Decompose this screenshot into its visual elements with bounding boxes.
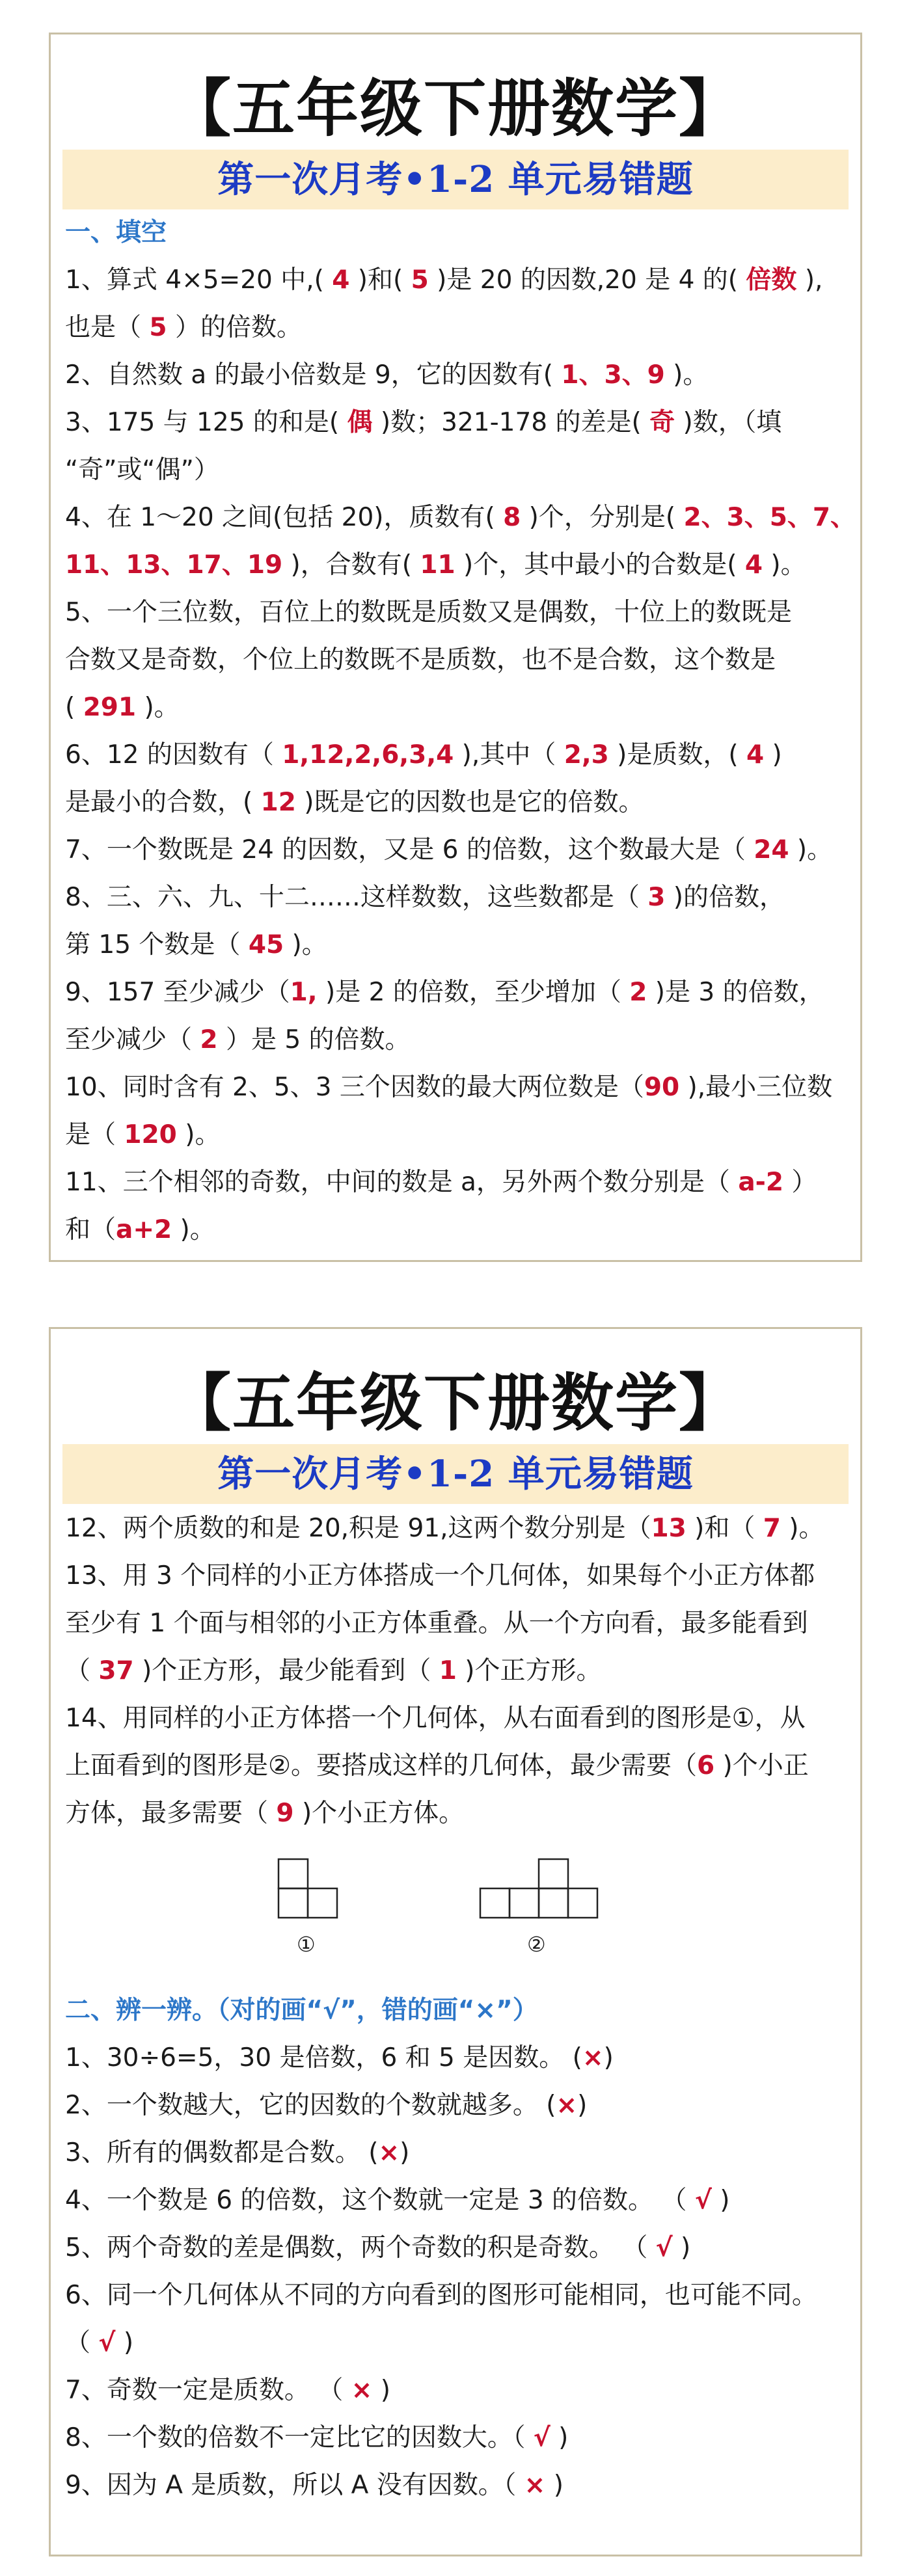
question-text: 12、两个质数的和是 20,积是 91,这两个数分别是（ xyxy=(65,1514,651,1543)
answer-text: √ xyxy=(533,2423,551,2452)
question-text: 7、奇数一定是质数。 （ xyxy=(65,2376,351,2405)
answer-text: 1 xyxy=(439,1656,457,1685)
answer-text: 4 xyxy=(746,740,765,770)
question-text: 14、用同样的小正方体搭一个几何体，从右面看到的图形是①，从 xyxy=(65,1704,806,1733)
answer-text: 12 xyxy=(260,788,296,817)
question-text: )是质数，( xyxy=(608,740,747,770)
text-line xyxy=(65,1016,846,1064)
figure1-square xyxy=(279,1888,308,1918)
question-text: )和（ xyxy=(686,1514,763,1543)
answer-text: 6 xyxy=(696,1751,715,1780)
question-text: )个，分别是( xyxy=(521,503,684,532)
question-text: )。 xyxy=(136,693,180,722)
answer-text: 8 xyxy=(503,503,521,532)
text-line xyxy=(65,1790,846,1837)
question-text: ） xyxy=(783,1168,817,1197)
question-lines xyxy=(65,256,856,1254)
text-line xyxy=(65,1647,846,1695)
question-text: 是（ xyxy=(65,1120,124,1149)
answer-text: 90 xyxy=(644,1073,680,1102)
answer-text: √ xyxy=(694,2186,712,2215)
text-line xyxy=(65,304,846,351)
answer-text: 偶 xyxy=(347,408,373,437)
question-text: 上面看到的图形是②。要搭成这样的几何体，最少需要（ xyxy=(65,1751,697,1780)
judge-lines xyxy=(65,2034,846,2509)
answer-text: 9 xyxy=(276,1799,294,1828)
question-text: 3、175 与 125 的和是( xyxy=(65,408,347,437)
question-text: 10、同时含有 2、5、3 三个因数的最大两位数是（ xyxy=(65,1073,644,1102)
answer-text: × xyxy=(351,2376,373,2405)
text-line xyxy=(65,2034,846,2082)
text-line xyxy=(65,826,846,874)
answer-text: 120 xyxy=(124,1120,177,1149)
question-text: 6、12 的因数有（ xyxy=(65,740,282,770)
text-line xyxy=(65,1695,846,1742)
question-text: 至少有 1 个面与相邻的小正方体重叠。从一个方向看，最多能看到 xyxy=(65,1609,808,1638)
text-line xyxy=(65,1600,846,1647)
section-fill-blanks-continued xyxy=(65,1505,846,2509)
question-text: )个，其中最小的合数是( xyxy=(455,550,745,580)
text-line xyxy=(65,446,846,494)
question-text: ) xyxy=(672,2233,691,2262)
question-text: )个小正方体。 xyxy=(293,1799,465,1828)
answer-text: 7 xyxy=(763,1514,781,1543)
worksheet-page-2 xyxy=(49,1327,862,2556)
question-text: 9、157 至少减少（ xyxy=(65,978,290,1007)
worksheet-subtitle: 第一次月考•1-2 单元易错题 xyxy=(62,150,849,209)
answer-text: 37 xyxy=(98,1656,134,1685)
answer-text: 1,12,2,6,3,4 xyxy=(282,740,454,770)
question-text: 6、同一个几何体从不同的方向看到的图形可能相同，也可能不同。 xyxy=(65,2281,817,2310)
text-line xyxy=(65,1111,846,1159)
question-text: )是 2 的倍数，至少增加（ xyxy=(317,978,630,1007)
section-heading-judge: 二、辨一辨。（对的画“√”，错的画“×”） xyxy=(65,1996,538,2025)
section-fill-blanks xyxy=(65,209,856,1254)
text-line xyxy=(65,779,846,826)
view-figures xyxy=(65,1837,846,1987)
answer-text: 4 xyxy=(332,265,350,295)
question-text: 8、三、六、九、十二……这样数数，这些数都是（ xyxy=(65,883,648,912)
text-line xyxy=(65,399,846,446)
question-text: 和（ xyxy=(65,1215,116,1244)
answer-text: 1、3、9 xyxy=(561,360,665,390)
question-text: ) xyxy=(550,2423,569,2452)
text-line xyxy=(65,1064,846,1111)
question-text: “奇”或“偶”） xyxy=(65,455,219,485)
text-line xyxy=(65,2367,846,2414)
question-text: 合数又是奇数，个位上的数既不是质数，也不是合数，这个数是 xyxy=(65,645,776,675)
question-text: ）的倍数。 xyxy=(167,313,302,342)
question-text: 9、因为 A 是质数，所以 A 没有因数。（ xyxy=(65,2471,524,2500)
text-line xyxy=(65,2319,846,2367)
figure1-square xyxy=(279,1859,308,1888)
question-text: )个正方形，最少能看到（ xyxy=(133,1656,439,1685)
question-text: )。 xyxy=(172,1215,215,1244)
question-text: )。 xyxy=(762,550,806,580)
question-text: ) xyxy=(545,2471,564,2500)
text-line xyxy=(65,1505,846,1552)
question-text: 第 15 个数是（ xyxy=(65,930,249,959)
answer-text: 45 xyxy=(248,930,284,959)
text-line xyxy=(65,874,846,921)
question-text: ),其中（ xyxy=(454,740,564,770)
worksheet-title: 【五年级下册数学】 xyxy=(169,1366,742,1440)
figure1-label: ① xyxy=(297,1932,316,1957)
question-text: ) xyxy=(115,2328,134,2357)
question-text: 5、一个三位数，百位上的数既是质数又是偶数，十位上的数既是 xyxy=(65,598,792,627)
answer-text: 5 xyxy=(411,265,429,295)
figure2-square xyxy=(539,1888,568,1918)
question-text: )个正方形。 xyxy=(456,1656,602,1685)
section-heading: 一、填空 xyxy=(65,218,167,247)
answer-text: 奇 xyxy=(649,408,675,437)
answer-text: √ xyxy=(98,2328,116,2357)
question-text: 至少减少（ xyxy=(65,1025,200,1054)
question-text: 方体，最多需要（ xyxy=(65,1799,277,1828)
figure1-square xyxy=(308,1888,337,1918)
answer-text: 1, xyxy=(290,978,318,1007)
answer-text: 2,3 xyxy=(564,740,609,770)
answer-text: 5 xyxy=(149,313,167,342)
answer-text: × xyxy=(524,2471,546,2500)
figure2-square xyxy=(480,1888,510,1918)
answer-text: 24 xyxy=(754,835,789,865)
question-text: 7、一个数既是 24 的因数，又是 6 的倍数，这个数最大是（ xyxy=(65,835,754,865)
question-text: 13、用 3 个同样的小正方体搭成一个几何体，如果每个小正方体都 xyxy=(65,1561,815,1590)
answer-text: 倍数 xyxy=(746,265,797,295)
figure2-square xyxy=(568,1888,597,1918)
question-text: 11、三个相邻的奇数，中间的数是 a，另外两个数分别是（ xyxy=(65,1168,739,1197)
question-text: )既是它的因数也是它的倍数。 xyxy=(295,788,644,817)
question-text: ), xyxy=(796,265,823,295)
question-text: ) xyxy=(400,2138,410,2167)
text-line xyxy=(65,2224,846,2272)
text-line xyxy=(65,541,846,589)
worksheet-subtitle: 第一次月考•1-2 单元易错题 xyxy=(62,1444,849,1504)
question-text: )。 xyxy=(780,1514,824,1543)
answer-text: × xyxy=(556,2091,578,2120)
answer-text: 11 xyxy=(420,550,456,580)
question-text: )，合数有( xyxy=(282,550,420,580)
text-line xyxy=(65,921,846,969)
question-lines xyxy=(65,1505,846,1837)
text-line xyxy=(65,1159,846,1206)
question-text: 2、自然数 a 的最小倍数是 9，它的因数有( xyxy=(65,360,562,390)
text-line xyxy=(65,1552,846,1600)
question-text: )。 xyxy=(284,930,327,959)
figure2-square xyxy=(539,1859,568,1888)
question-text: )数，（填 xyxy=(675,408,782,437)
answer-text: 2、3、5、7、 xyxy=(683,503,856,532)
question-text: （ xyxy=(65,1656,99,1685)
question-text: )是 3 的倍数， xyxy=(647,978,824,1007)
text-line xyxy=(65,494,856,541)
worksheet-page-1 xyxy=(49,33,862,1262)
answer-text: 4 xyxy=(744,550,763,580)
answer-text: 11、13、17、19 xyxy=(65,550,283,580)
answer-text: a-2 xyxy=(738,1168,783,1197)
question-text: ) xyxy=(764,740,782,770)
answer-text: 2 xyxy=(629,978,647,1007)
question-text: ( xyxy=(65,693,83,722)
question-text: )数；321-178 的差是( xyxy=(372,408,650,437)
text-line xyxy=(65,589,846,636)
text-line xyxy=(65,256,846,304)
answer-text: √ xyxy=(655,2233,673,2262)
question-text: 也是（ xyxy=(65,313,150,342)
text-line xyxy=(65,351,846,399)
question-text: ）是 5 的倍数。 xyxy=(217,1025,411,1054)
cube-view-diagrams xyxy=(65,1837,846,1987)
text-line xyxy=(65,969,846,1016)
question-text: 5、两个奇数的差是偶数，两个奇数的积是奇数。 （ xyxy=(65,2233,656,2262)
question-text: 8、一个数的倍数不一定比它的因数大。（ xyxy=(65,2423,534,2452)
text-line xyxy=(65,2462,846,2509)
answer-text: 291 xyxy=(83,693,137,722)
figure2-square xyxy=(510,1888,539,1918)
text-line xyxy=(65,2414,846,2462)
question-text: )的倍数， xyxy=(665,883,785,912)
question-text: 3、所有的偶数都是合数。 ( xyxy=(65,2138,379,2167)
question-text: ),最小三位数 xyxy=(679,1073,833,1102)
question-text: )个小正 xyxy=(714,1751,809,1780)
question-text: 是最小的合数，( xyxy=(65,788,261,817)
text-line xyxy=(65,731,846,779)
question-text: ) xyxy=(711,2186,730,2215)
text-line xyxy=(65,1742,846,1790)
question-text: 4、在 1～20 之间(包括 20)，质数有( xyxy=(65,503,504,532)
question-text: 1、算式 4×5=20 中,( xyxy=(65,265,333,295)
answer-text: a+2 xyxy=(116,1215,172,1244)
question-text: )。 xyxy=(176,1120,221,1149)
text-line xyxy=(65,636,846,684)
question-text: 2、一个数越大，它的因数的个数就越多。 ( xyxy=(65,2091,556,2120)
question-text: ) xyxy=(577,2091,588,2120)
text-line xyxy=(65,684,846,731)
question-text: )是 20 的因数,20 是 4 的( xyxy=(428,265,746,295)
text-line xyxy=(65,2177,846,2224)
answer-text: × xyxy=(378,2138,400,2167)
answer-text: 3 xyxy=(647,883,666,912)
question-text: 1、30÷6=5，30 是倍数，6 和 5 是因数。 ( xyxy=(65,2043,582,2073)
answer-text: 2 xyxy=(200,1025,218,1054)
question-text: ) xyxy=(603,2043,614,2073)
question-text: )。 xyxy=(664,360,709,390)
question-text: )和( xyxy=(349,265,411,295)
question-text: ) xyxy=(372,2376,390,2405)
question-text: )。 xyxy=(789,835,833,865)
text-line xyxy=(65,2129,846,2177)
answer-text: × xyxy=(582,2043,604,2073)
answer-text: 13 xyxy=(651,1514,687,1543)
text-line xyxy=(65,2082,846,2129)
worksheet-title: 【五年级下册数学】 xyxy=(169,72,742,145)
text-line xyxy=(65,2272,846,2319)
question-text: （ xyxy=(65,2328,99,2357)
question-text: 4、一个数是 6 的倍数，这个数就一定是 3 的倍数。 （ xyxy=(65,2186,695,2215)
text-line xyxy=(65,1206,846,1254)
figure2-label: ② xyxy=(527,1932,546,1957)
